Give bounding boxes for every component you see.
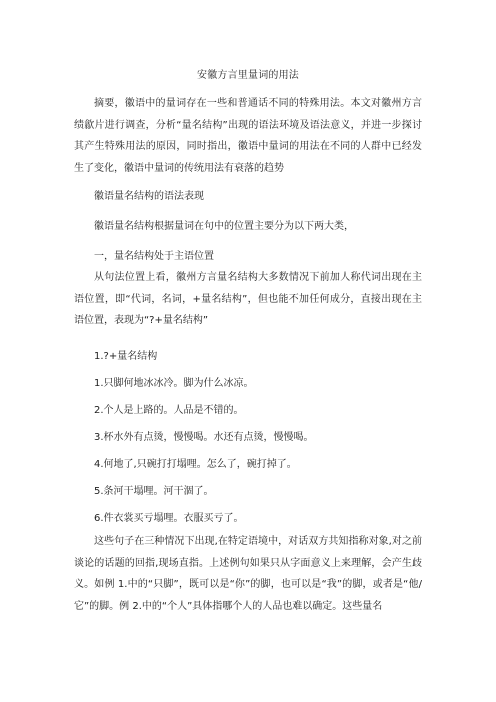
pattern-heading: 1.?+量名结构	[94, 351, 158, 362]
document-title: 安徽方言里量词的用法	[197, 70, 299, 81]
example-sentence: 2.个人是上路的。人品是不错的。	[94, 405, 244, 416]
example-sentence: 6.件衣裳买亏塌哩。衣服买亏了。	[94, 513, 244, 524]
example-sentence: 5.条河干塌哩。河干涸了。	[94, 486, 214, 497]
example-sentence: 1.只脚何地冰冰冷。脚为什么冰凉。	[94, 378, 254, 389]
intro-paragraph: 徽语量名结构根据量词在句中的位置主要分为以下两大类，	[94, 221, 354, 232]
body-paragraph: 从句法位置上看，徽州方言量名结构大多数情况下前加人称代词出现在主语位置，即“代词，名词，+量名结构”，但也能不加任何成分，直接出现在主语位置，表现为“?+量名结构”	[74, 272, 422, 326]
subsection-heading: 一，量名结构处于主语位置	[94, 251, 214, 262]
abstract-paragraph: 摘要，徽语中的量词存在一些和普通话不同的特殊用法。本文对徽州方言绩歙片进行调查，分析“量名结构”出现的语法环境及语法意义，并进一步探讨其产生特殊用法的原因，同时指出，徽语中量词的用法在不同的人群中已经发生了变化，徽语中量词的传统用法有衰落的趋势	[74, 98, 422, 174]
example-sentence: 4.何地了,只碗打打塌哩。怎么了，碗打掉了。	[94, 459, 297, 470]
analysis-paragraph: 这些句子在三种情况下出现,在特定语境中，对话双方共知指称对象,对之前谈论的话题的回指,现场直指。上述例句如果只从字面意义上来理解，会产生歧义。如例 1.中的“只脚”，既可以是“你”的脚，也可以是“我”的脚，或者是“他/它”的脚。例 2.中的“个人”具体指哪个人的人品也难以确定。这些量名	[74, 536, 422, 612]
section-heading: 徽语量名结构的语法表现	[94, 191, 204, 202]
example-sentence: 3.杯水外有点烫，慢慢喝。水还有点烫，慢慢喝。	[94, 432, 314, 443]
